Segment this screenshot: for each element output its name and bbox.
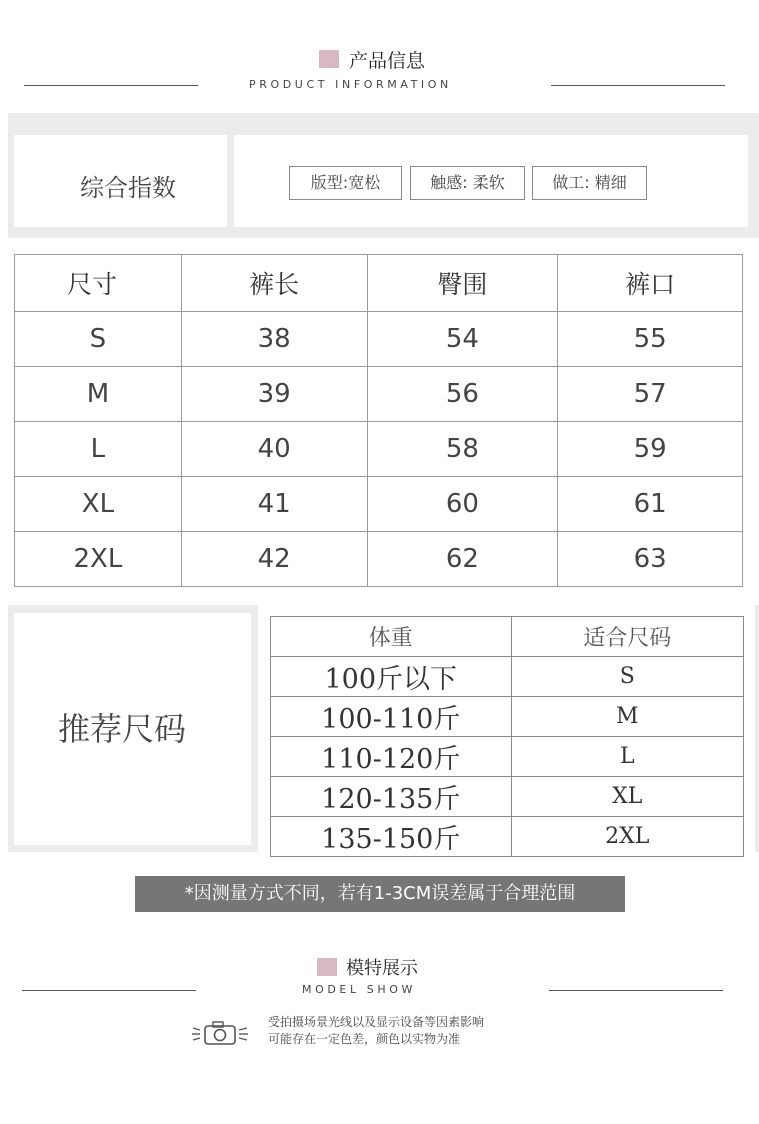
weight-cell: 135-150斤 — [271, 817, 512, 857]
hem-cell: 61 — [558, 477, 743, 532]
camera-icon — [191, 1018, 251, 1048]
table-row — [271, 737, 744, 777]
length-cell: 38 — [181, 312, 367, 367]
table-row — [15, 532, 743, 587]
size-table-header — [15, 255, 743, 312]
header-fit-size: 适合尺码 — [511, 617, 744, 657]
size-cell: S — [15, 312, 182, 367]
hem-cell: 55 — [558, 312, 743, 367]
header-line-right — [551, 85, 725, 86]
header-line-right — [549, 990, 723, 991]
table-row — [15, 477, 743, 532]
hip-cell: 56 — [367, 367, 558, 422]
size-cell: 2XL — [15, 532, 182, 587]
table-row — [271, 777, 744, 817]
table-row — [271, 697, 744, 737]
title-swatch — [319, 50, 339, 68]
table-row — [15, 422, 743, 477]
header-line-left — [22, 990, 196, 991]
length-cell: 39 — [181, 367, 367, 422]
table-row — [271, 817, 744, 857]
model-show-header — [0, 950, 759, 1000]
header-line-left — [24, 85, 198, 86]
hip-cell: 58 — [367, 422, 558, 477]
hip-cell: 60 — [367, 477, 558, 532]
length-cell: 40 — [181, 422, 367, 477]
table-row — [271, 657, 744, 697]
recommend-table-header — [271, 617, 744, 657]
product-info-header — [0, 40, 759, 100]
fit-size-cell: M — [511, 697, 744, 737]
size-cell: M — [15, 367, 182, 422]
disclaimer-line-2: 可能存在一定色差，颜色以实物为准 — [268, 1032, 461, 1046]
size-cell: L — [15, 422, 182, 477]
fit-size-cell: 2XL — [511, 817, 744, 857]
index-label: 综合指数 — [80, 174, 176, 202]
recommend-label: 推荐尺码 — [58, 710, 187, 748]
size-table — [14, 254, 743, 587]
weight-cell: 100-110斤 — [271, 697, 512, 737]
weight-cell: 120-135斤 — [271, 777, 512, 817]
recommend-table — [270, 616, 744, 857]
model-show-title: 模特展示 — [346, 958, 418, 979]
disclaimer-line-1: 受拍摄场景光线以及显示设备等因素影响 — [268, 1015, 485, 1029]
hip-cell: 62 — [367, 532, 558, 587]
title-swatch — [317, 958, 337, 976]
tag-craft: 做工: 精细 — [532, 166, 647, 200]
fit-size-cell: S — [511, 657, 744, 697]
length-cell: 42 — [181, 532, 367, 587]
size-cell: XL — [15, 477, 182, 532]
length-cell: 41 — [181, 477, 367, 532]
tag-fit: 版型:宽松 — [289, 166, 402, 200]
table-row — [15, 312, 743, 367]
measurement-notice: *因测量方式不同，若有1-3CM误差属于合理范围 — [135, 876, 625, 912]
header-length: 裤长 — [181, 255, 367, 312]
product-info-title: 产品信息 — [349, 50, 426, 72]
fit-size-cell: XL — [511, 777, 744, 817]
header-hem: 裤口 — [558, 255, 743, 312]
hem-cell: 59 — [558, 422, 743, 477]
hip-cell: 54 — [367, 312, 558, 367]
tag-feel: 触感: 柔软 — [410, 166, 525, 200]
header-hip: 臀围 — [367, 255, 558, 312]
disclaimer-text — [268, 1014, 484, 1048]
table-row — [15, 367, 743, 422]
product-info-subtitle: PRODUCT INFORMATION — [249, 78, 452, 91]
hem-cell: 57 — [558, 367, 743, 422]
weight-cell: 100斤以下 — [271, 657, 512, 697]
header-size: 尺寸 — [15, 255, 182, 312]
weight-cell: 110-120斤 — [271, 737, 512, 777]
model-show-subtitle: MODEL SHOW — [302, 983, 416, 996]
header-weight: 体重 — [271, 617, 512, 657]
hem-cell: 63 — [558, 532, 743, 587]
fit-size-cell: L — [511, 737, 744, 777]
